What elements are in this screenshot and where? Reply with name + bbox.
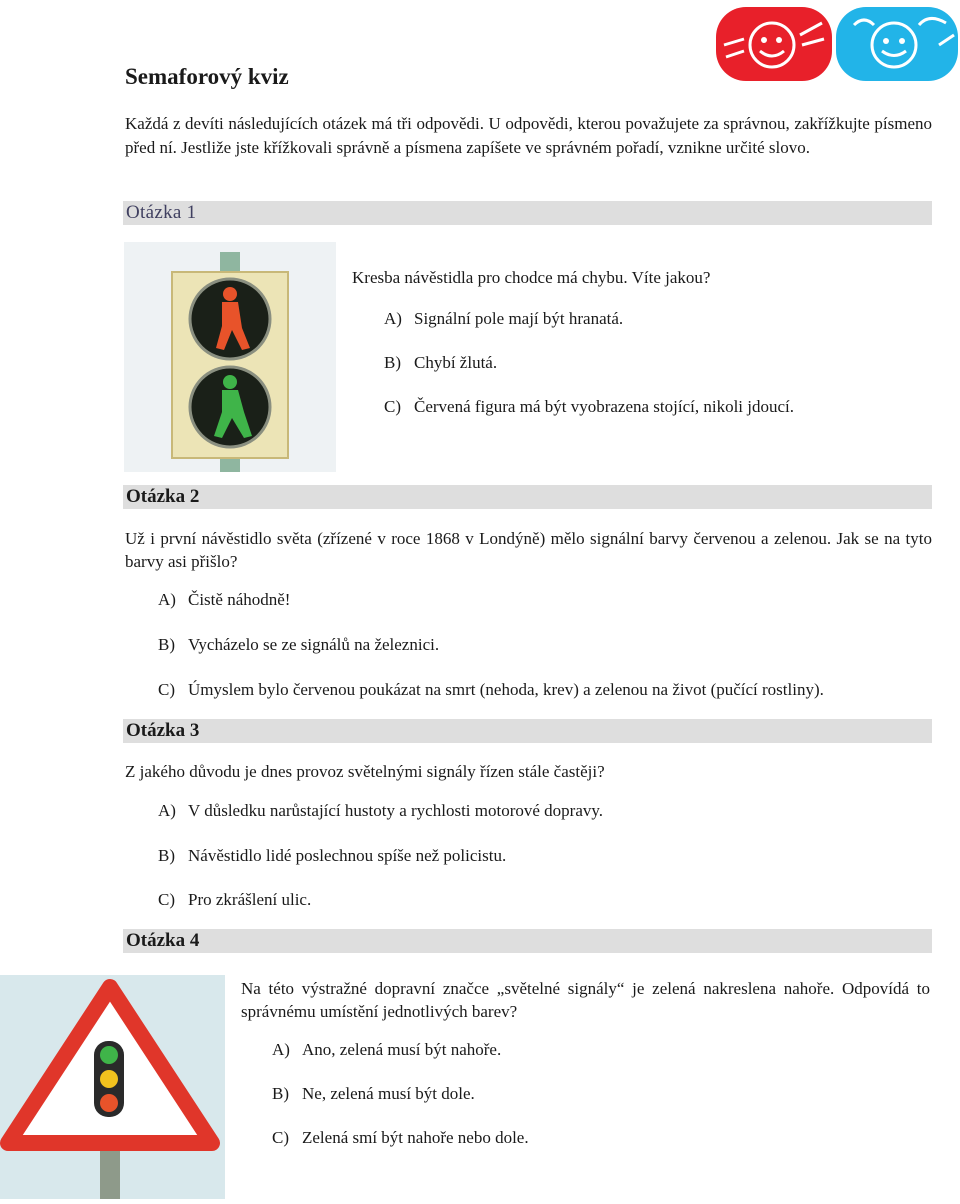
option-text: Návěstidlo lidé poslechnou spíše než policistu. [188,846,507,865]
traffic-signals-warning-sign-image [0,975,225,1199]
question-1-option-b[interactable] [384,352,497,374]
question-4-option-a[interactable] [272,1039,501,1061]
question-2-option-a[interactable] [158,589,290,611]
intro-paragraph: Každá z devíti následujících otázek má tři odpovědi. U odpovědi, kterou považujete za správnou, zakřížkujte písmeno před ní. Jestliže jste křížkovali správně a písmena zapíšete ve správném pořadí, vznikne určité slovo. [125,114,932,157]
option-text: Ano, zelená musí být nahoře. [302,1040,502,1059]
pedestrian-traffic-light-image [124,242,336,472]
children-faces-logo [714,5,960,85]
option-letter: A) [158,590,176,609]
question-1-option-a[interactable] [384,308,623,330]
question-3-text: Z jakého důvodu je dnes provoz světelnými signály řízen stále častěji? [125,762,605,781]
question-3-label: Otázka 3 [126,720,200,741]
question-4-option-b[interactable] [272,1083,475,1105]
option-letter: A) [158,801,176,820]
question-1-header [123,201,932,225]
question-2-label: Otázka 2 [126,486,200,507]
option-text: Úmyslem bylo červenou poukázat na smrt (nehoda, krev) a zelenou na život (pučící rostliny). [188,680,824,699]
question-3-option-a[interactable] [158,800,603,822]
option-text: V důsledku narůstající hustoty a rychlosti motorové dopravy. [188,801,604,820]
option-letter: C) [158,890,175,909]
question-4-text: Na této výstražné dopravní značce „světelné signály“ je zelená nakreslena nahoře. Odpovídá to správnému umístění jednotlivých barev? [241,979,930,1021]
option-text: Pro zkrášlení ulic. [188,890,312,909]
option-text: Signální pole mají být hranatá. [414,309,624,328]
option-letter: B) [272,1084,289,1103]
option-letter: C) [158,680,175,699]
option-text: Vycházelo se ze signálů na železnici. [188,635,440,654]
option-text: Chybí žlutá. [414,353,498,372]
question-2-option-c[interactable] [158,679,824,701]
question-3-option-b[interactable] [158,845,506,867]
option-letter: C) [384,397,401,416]
yellow-light-icon [100,1070,118,1088]
option-letter: A) [272,1040,290,1059]
option-letter: C) [272,1128,289,1147]
question-2-header [123,485,932,509]
question-3-header [123,719,932,743]
option-text: Ne, zelená musí být dole. [302,1084,475,1103]
question-1-option-c[interactable] [384,396,794,418]
question-1-text: Kresba návěstidla pro chodce má chybu. Víte jakou? [352,268,711,287]
option-letter: B) [384,353,401,372]
question-3-option-c[interactable] [158,889,311,911]
green-light-icon [100,1046,118,1064]
question-2-text: Už i první návěstidlo světa (zřízené v roce 1868 v Londýně) mělo signální barvy červenou a zelenou. Jak se na tyto barvy asi přišlo? [125,529,932,571]
option-letter: B) [158,846,175,865]
question-4-label: Otázka 4 [126,930,200,951]
option-letter: A) [384,309,402,328]
page-title: Semaforový kviz [125,64,289,89]
question-4-header [123,929,932,953]
question-2-option-b[interactable] [158,634,439,656]
red-light-icon [100,1094,118,1112]
option-text: Červená figura má být vyobrazena stojící, nikoli jdoucí. [414,397,795,416]
option-text: Zelená smí být nahoře nebo dole. [302,1128,529,1147]
question-4-option-c[interactable] [272,1127,529,1149]
option-text: Čistě náhodně! [188,590,291,609]
option-letter: B) [158,635,175,654]
question-1-label: Otázka 1 [126,202,197,223]
